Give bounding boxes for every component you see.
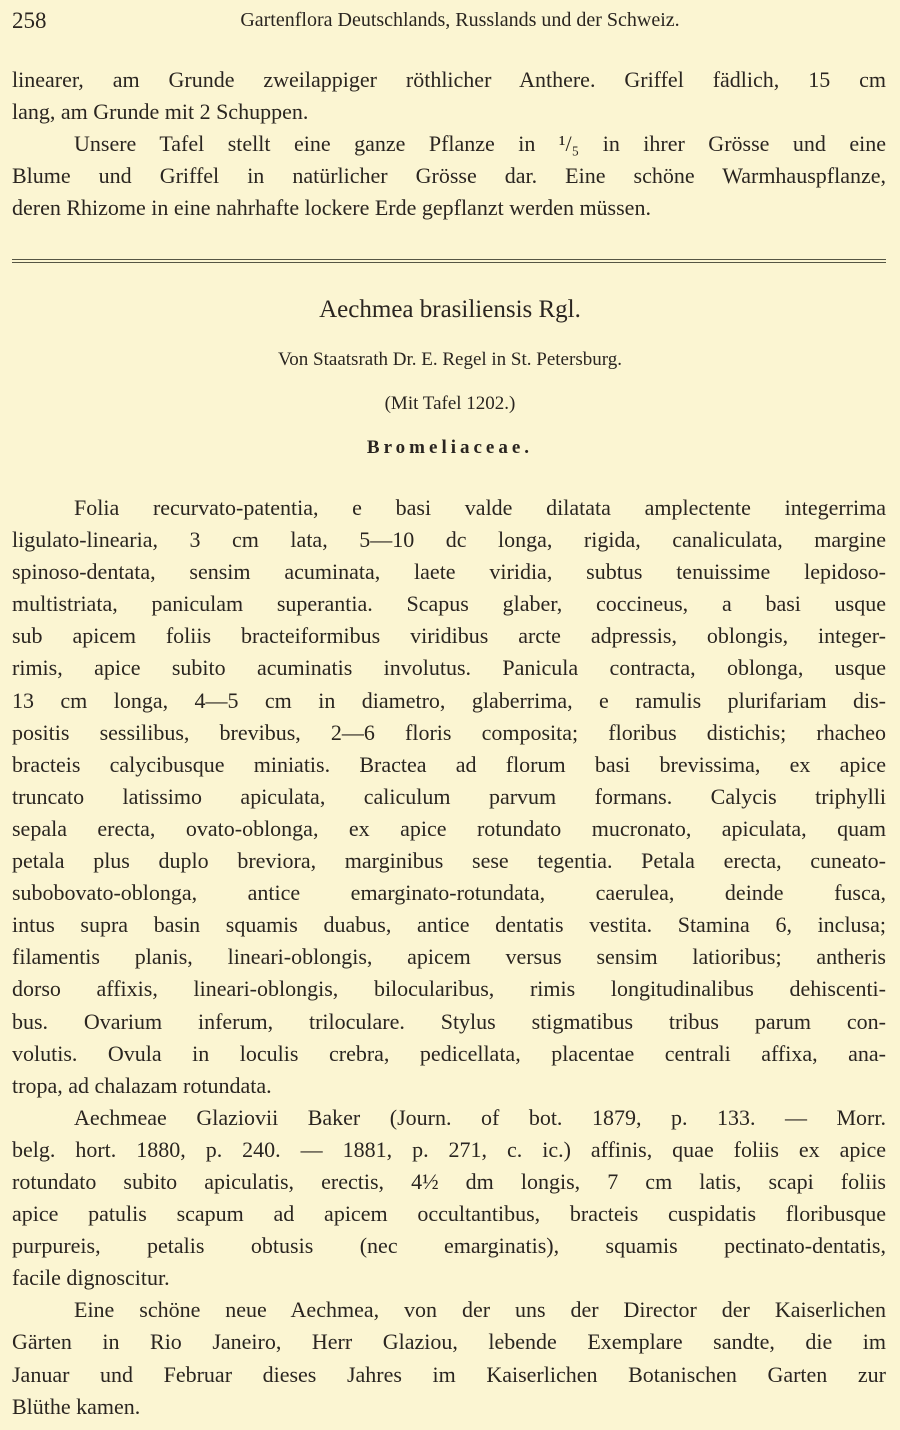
text-line: petala plus duplo breviora, marginibus sese tegentia. Petala erecta, cuneato- [12,848,886,874]
running-title: Gartenflora Deutschlands, Russlands und der Schweiz. [240,9,680,31]
text-line: 13 cm longa, 4—5 cm in diametro, glaberrima, e ramulis plurifariam dis- [12,687,886,713]
text-line: deren Rhizome in eine nahrhafte lockere Erde gepflanzt werden müssen. [12,195,651,221]
text-line: subobovato-oblonga, antice emarginato-rotundata, caerulea, deinde fusca, [12,880,886,906]
paragraph [12,492,886,1102]
paragraph [12,64,886,128]
text-line: purpureis, petalis obtusis (nec emarginatis), squamis pectinato-dentatis, [12,1233,886,1259]
plant-family: Bromeliaceae. [366,437,534,458]
section-divider [12,259,886,263]
article-body [12,492,886,1423]
text-line: Eine schöne neue Aechmea, von der uns der Director der Kaiserlichen [74,1297,886,1323]
page-number: 258 [12,8,47,33]
text-line: Folia recurvato-patentia, e basi valde dilatata amplectente integerrima [74,495,886,520]
text-line: Januar und Februar dieses Jahres im Kaiserlichen Botanischen Garten zur [12,1361,886,1387]
text-line: Aechmeae Glaziovii Baker (Journ. of bot. 1879, p. 133. — Morr. [74,1104,886,1130]
article-title: Aechmea brasiliensis Rgl. [319,296,581,323]
text-line: apice patulis scapum ad apicem occultantibus, bracteis cuspidatis floribusque [12,1201,886,1227]
text-line: rotundato subito apiculatis, erectis, 4½ dm longis, 7 cm latis, scapi foliis [12,1168,886,1194]
text-line: lang, am Grunde mit 2 Schuppen. [12,99,309,125]
continuation-text [12,64,886,224]
text-line: spinoso-dentata, sensim acuminata, laete viridia, subtus tenuissime lepidoso- [12,559,886,585]
paragraph [12,1294,886,1422]
text-line: dorso affixis, lineari-oblongis, bilocularibus, rimis longitudinalibus dehiscenti- [12,976,886,1002]
text-line: bracteis calycibusque miniatis. Bractea ad florum basi brevissima, ex apice [12,751,886,777]
text-line: intus supra basin squamis duabus, antice dentatis vestita. Stamina 6, inclusa; [12,912,886,938]
text-line: rimis, apice subito acuminatis involutus. Panicula contracta, oblonga, usque [12,655,886,681]
text-line: ligulato-linearia, 3 cm lata, 5—10 dc longa, rigida, canaliculata, margine [12,527,886,553]
text-line: positis sessilibus, brevibus, 2—6 floris composita; floribus distichis; rhacheo [12,719,886,745]
text-line: sepala erecta, ovato-oblonga, ex apice rotundato mucronato, apiculata, quam [12,815,886,841]
text-line: tropa, ad chalazam rotundata. [12,1072,272,1098]
paragraph [12,1102,886,1295]
plate-reference: (Mit Tafel 1202.) [384,393,516,414]
text-line: sub apicem foliis bracteiformibus viridibus arcte adpressis, oblongis, integer- [12,623,886,649]
text-line: truncato latissimo apiculata, caliculum parvum formans. Calycis triphylli [12,783,886,809]
text-line: Gärten in Rio Janeiro, Herr Glaziou, lebende Exemplare sandte, die im [12,1329,886,1355]
article-author: Von Staatsrath Dr. E. Regel in St. Petersburg. [278,349,622,370]
text-line: facile dignoscitur. [12,1265,170,1291]
text-line: volutis. Ovula in loculis crebra, pedicellata, placentae centrali affixa, ana- [12,1040,886,1066]
text-line: Unsere Tafel stellt eine ganze Pflanze in ¹/₅ in ihrer Grösse und eine [74,131,886,157]
text-line: filamentis planis, lineari-oblongis, apicem versus sensim latioribus; antheris [12,944,886,970]
text-line: Blüthe kamen. [12,1393,141,1419]
text-line: linearer, am Grunde zweilappiger röthlicher Anthere. Griffel fädlich, 15 cm [12,67,886,92]
paragraph [12,128,886,224]
text-line: Blume und Griffel in natürlicher Grösse dar. Eine schöne Warmhauspflanze, [12,163,886,189]
text-line: multistriata, paniculam superantia. Scapus glaber, coccineus, a basi usque [12,591,886,617]
text-line: bus. Ovarium inferum, triloculare. Stylus stigmatibus tribus parum con- [12,1008,886,1034]
text-line: belg. hort. 1880, p. 240. — 1881, p. 271, c. ic.) affinis, quae foliis ex apice [12,1136,886,1162]
